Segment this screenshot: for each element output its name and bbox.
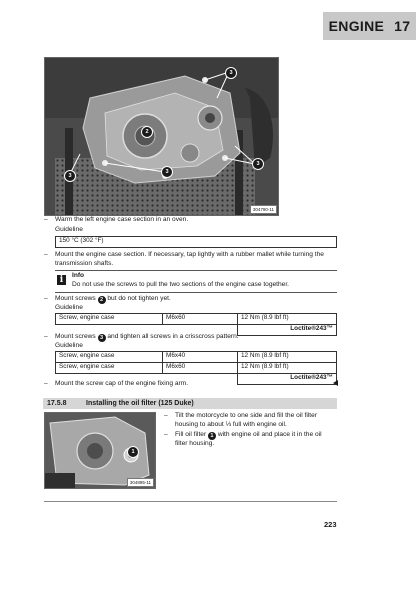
callout-badge-3: 3: [98, 334, 106, 342]
table-row: Screw, engine case M6x60 12 Nm (8.9 lbf ft): [56, 363, 337, 374]
engine-case-photo: [44, 57, 279, 216]
step-warm-case: Warm the left engine case section in an oven.: [55, 216, 189, 223]
step-tilt-motorcycle: Tilt the motorcycle to one side and fill the oil filter housing to about ⅓ full with engine oil.: [175, 412, 317, 428]
info-icon: i: [57, 275, 66, 285]
callout-3-left: 3: [64, 170, 76, 182]
step-fill-oil-filter: Fill oil filter 1 with engine oil and place it in the oil filter housing.: [175, 431, 322, 447]
figure-code: 304790-11: [250, 205, 277, 214]
callout-3-top: 3: [225, 67, 237, 79]
table-row: Screw, engine case M6x40 12 Nm (8.9 lbf ft): [56, 352, 337, 363]
callout-badge-1: 1: [208, 432, 216, 440]
callout-1: 1: [127, 446, 139, 458]
section-title: Installing the oil filter (125 Duke): [86, 400, 194, 407]
loctite-label: Loctite®243™: [238, 325, 337, 336]
temperature-value: 150 °C (302 °F): [56, 237, 337, 248]
step-mount-case: Mount the engine case section. If necessary, tap lightly with a rubber mallet while turning the transmission shafts.: [55, 251, 324, 267]
step-screw-cap: Mount the screw cap of the engine fixing arm.: [55, 380, 189, 387]
section-number: 17.5.8: [47, 400, 67, 407]
oil-filter-photo: [44, 412, 156, 489]
chapter-title: ENGINE: [328, 18, 385, 34]
section-heading: [43, 398, 337, 409]
info-text: Do not use the screws to pull the two sections of the engine case together.: [72, 281, 289, 288]
page-number: 223: [324, 520, 337, 529]
chapter-tab: [323, 12, 416, 40]
info-rule-bottom: [55, 292, 337, 293]
figure-code-bottom: 304895-11: [127, 478, 154, 487]
step-mount-screws-2: Mount screws 2 but do not tighten yet.: [55, 295, 171, 303]
end-of-section-marker: [333, 380, 338, 386]
callout-3-bottom: 3: [161, 166, 173, 178]
callout-2: 2: [141, 126, 153, 138]
guideline-label: Guideline: [55, 226, 83, 233]
guideline-label-2: Guideline: [55, 304, 83, 311]
callout-badge-2: 2: [98, 296, 106, 304]
info-rule-top: [55, 270, 337, 271]
table-row: Screw, engine case M6x60 12 Nm (8.9 lbf ft): [56, 314, 337, 325]
chapter-number: 17: [394, 18, 411, 34]
guideline-label-3: Guideline: [55, 342, 83, 349]
temperature-table: [55, 236, 337, 248]
engine-case-illustration: [45, 58, 278, 215]
step-mount-screws-3: Mount screws 3 and tighten all screws in a crisscross pattern.: [55, 333, 239, 341]
loctite-label-2: Loctite®243™: [238, 374, 337, 385]
info-title: Info: [72, 272, 85, 279]
footer-rule: [44, 501, 337, 502]
callout-3-right: 3: [252, 158, 264, 170]
